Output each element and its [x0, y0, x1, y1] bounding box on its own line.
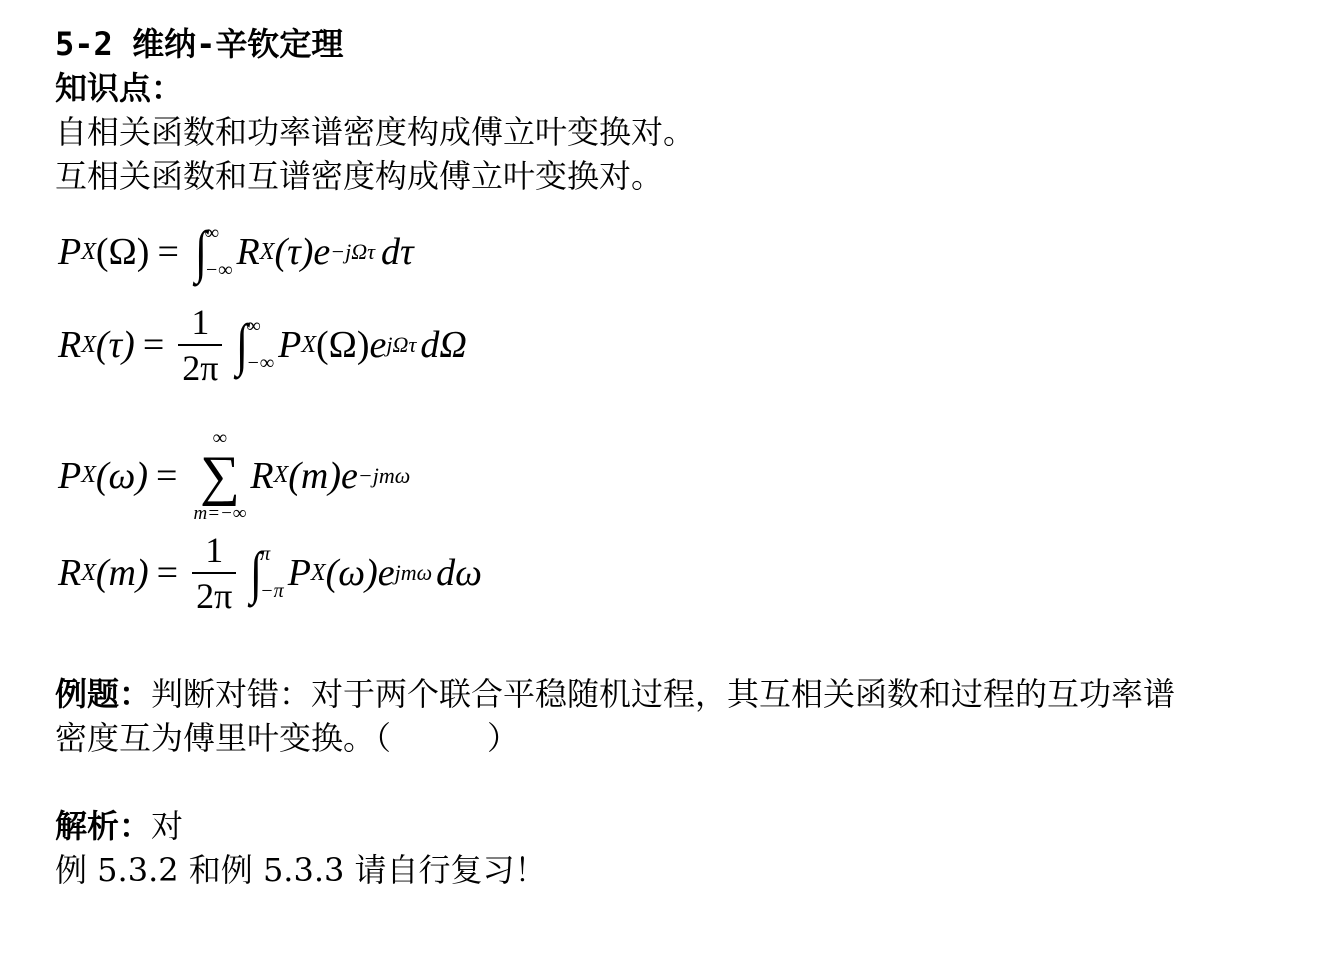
- analysis-answer: 对: [151, 807, 184, 845]
- integral-upper-limit: ∞: [204, 222, 220, 244]
- fraction-denominator: 2π: [192, 572, 236, 614]
- formula-subscript: X: [81, 331, 96, 358]
- integral-sign: ∫: [236, 312, 249, 377]
- example-text: 判断对错：对于两个联合平稳随机过程，其互相关函数和过程的互功率谱: [151, 675, 1176, 713]
- formula-subscript: X: [81, 462, 96, 488]
- integral-sign: ∫: [194, 219, 207, 284]
- knowledge-label: 知识点：: [55, 69, 184, 107]
- fraction: [178, 304, 222, 386]
- formula-discrete-inverse: [58, 532, 482, 614]
- formula-symbol: R: [58, 324, 82, 366]
- formula-symbol: R: [250, 454, 274, 497]
- equals-sign: =: [156, 454, 178, 497]
- integral-lower-limit: −∞: [246, 352, 275, 374]
- formula-symbol: R: [236, 231, 260, 273]
- section-title: 5-2 维纳-辛钦定理: [55, 25, 344, 63]
- exponential-base: e: [341, 454, 358, 497]
- formula-subscript: X: [273, 462, 289, 488]
- differential: dτ: [380, 231, 414, 273]
- integral-lower-limit: −π: [260, 580, 284, 602]
- example-line-1: [55, 672, 1175, 716]
- integral: [248, 540, 284, 605]
- formula-symbol: P: [287, 552, 311, 594]
- formula-argument: (τ): [95, 324, 135, 366]
- formula-psd-definition: [58, 219, 414, 284]
- fraction-numerator: 1: [191, 302, 210, 342]
- example-label: 例题：: [55, 675, 152, 713]
- formula-argument: (Ω): [315, 324, 370, 366]
- sum-lower-limit: m=−∞: [193, 503, 247, 524]
- exponent: −jmω: [357, 462, 411, 488]
- exponential-base: e: [369, 324, 387, 366]
- formula-symbol: P: [58, 454, 82, 497]
- review-note: 例 5.3.2 和例 5.3.3 请自行复习！: [55, 851, 547, 889]
- formula-argument: (τ): [274, 231, 314, 273]
- equals-sign: =: [157, 231, 179, 273]
- sum-upper-limit: ∞: [212, 427, 228, 449]
- integral-lower-limit: −∞: [204, 259, 233, 281]
- integral: [193, 219, 233, 284]
- formula-subscript: X: [81, 559, 96, 586]
- exponent: jmω: [394, 560, 433, 585]
- formula-symbol: R: [58, 552, 82, 594]
- differential: dΩ: [420, 324, 467, 366]
- formula-subscript: X: [81, 238, 96, 265]
- exponential-base: e: [313, 231, 331, 273]
- formula-argument: (m): [95, 552, 149, 594]
- formula-subscript: X: [259, 238, 275, 265]
- fraction: [192, 532, 236, 614]
- sum-sign: ∑: [199, 445, 240, 507]
- formula-discrete-psd: [58, 428, 410, 523]
- equals-sign: =: [142, 324, 165, 366]
- analysis-line: [55, 804, 183, 848]
- exponent: jΩτ: [386, 332, 417, 357]
- formula-symbol: P: [58, 231, 82, 273]
- analysis-label: 解析：: [55, 807, 152, 845]
- integral-upper-limit: π: [260, 543, 271, 565]
- formula-argument: (ω): [95, 454, 149, 497]
- summation: [193, 428, 246, 523]
- exponent: −jΩτ: [330, 239, 375, 264]
- integral-sign: ∫: [250, 540, 263, 605]
- knowledge-point-2: 互相关函数和互谱密度构成傅立叶变换对。: [55, 157, 664, 195]
- formula-subscript: X: [310, 559, 326, 586]
- integral: [234, 312, 275, 377]
- formula-inverse-psd: [58, 304, 467, 386]
- differential: dω: [436, 552, 482, 594]
- formula-argument: (ω): [325, 552, 378, 594]
- fraction-denominator: 2π: [178, 344, 222, 386]
- formula-argument: (m): [288, 454, 342, 497]
- fraction-numerator: 1: [205, 530, 224, 570]
- example-line-2: 密度互为傅里叶变换。（ ）: [55, 719, 520, 757]
- exponential-base: e: [377, 552, 395, 594]
- formula-symbol: P: [278, 324, 302, 366]
- formula-subscript: X: [301, 331, 316, 358]
- integral-upper-limit: ∞: [246, 315, 261, 337]
- formula-argument: (Ω): [95, 231, 150, 273]
- equals-sign: =: [156, 552, 179, 594]
- knowledge-point-1: 自相关函数和功率谱密度构成傅立叶变换对。: [55, 113, 696, 151]
